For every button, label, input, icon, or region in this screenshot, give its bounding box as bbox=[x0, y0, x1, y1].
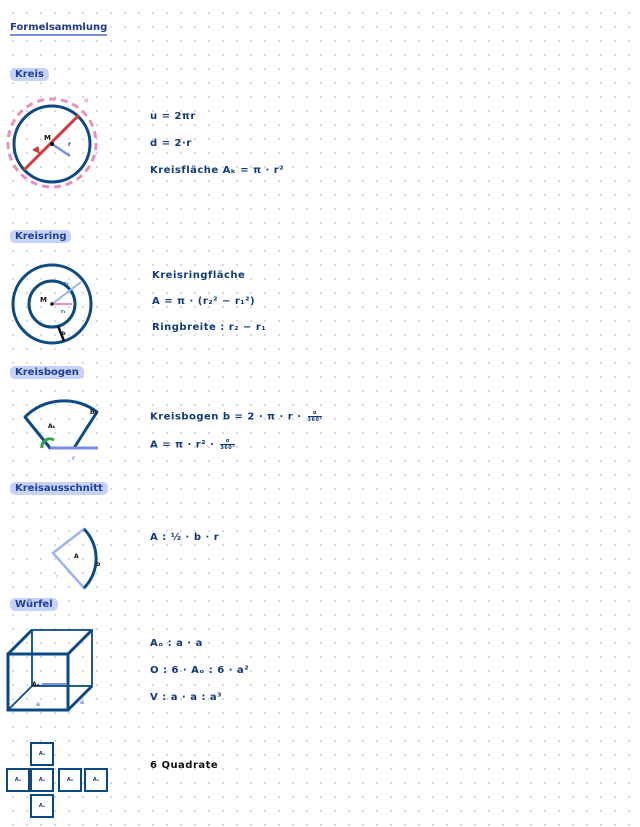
ring-width-label: b bbox=[62, 331, 66, 337]
inner-radius-label: r₁ bbox=[61, 309, 66, 315]
net-square-left: Aₒ bbox=[6, 768, 30, 792]
cube-face-label: Aₒ bbox=[32, 681, 40, 688]
kreis-formula-2: d = 2·r bbox=[150, 138, 192, 149]
cube-figure bbox=[4, 626, 100, 716]
sector-b-label: b bbox=[96, 561, 101, 568]
kreisring-formula-3: Ringbreite : r₂ − r₁ bbox=[152, 322, 267, 333]
kreisbogen-formula-2: A = π · r² · $\frac{\alpha}{360^\circ}$ bbox=[150, 438, 236, 451]
wuerfel-formula-1: Aₒ : a · a bbox=[150, 638, 203, 649]
circle-figure bbox=[2, 88, 102, 198]
cube-edge-label-2: a bbox=[80, 699, 85, 706]
arc-figure bbox=[20, 396, 110, 466]
ring-center-label: M bbox=[40, 296, 47, 304]
net-square-top: Aₒ bbox=[30, 742, 54, 766]
kreis-formula-1: u = 2πr bbox=[150, 111, 196, 122]
net-square-far-right: Aₒ bbox=[84, 768, 108, 792]
cube-edge-label-1: a bbox=[36, 701, 41, 708]
heading-kreisring: Kreisring bbox=[10, 230, 71, 243]
wuerfel-formula-2: O : 6 · Aₒ : 6 · a² bbox=[150, 665, 250, 676]
page-title: Formelsammlung bbox=[10, 22, 107, 36]
kreisbogen-formula-1: Kreisbogen b = 2 · π · r · $\frac{\alpha}{360^\circ}$ bbox=[150, 410, 323, 423]
kreisring-formula-2: A = π · (r₂² − r₁²) bbox=[152, 296, 256, 307]
arc-radius-label: r bbox=[72, 455, 75, 462]
sector-r-label-1: r bbox=[58, 536, 61, 542]
fraction-alpha-360: $\frac{\alpha}{360^\circ}$ bbox=[307, 410, 323, 423]
wuerfel-formula-3: V : a · a : a³ bbox=[150, 692, 223, 703]
heading-wuerfel: Würfel bbox=[10, 598, 58, 611]
heading-kreisausschnitt: Kreisausschnitt bbox=[10, 482, 108, 495]
diameter-label: d bbox=[35, 147, 40, 154]
kreisring-formula-1: Kreisringfläche bbox=[152, 270, 246, 281]
sector-area-label: Aₖ bbox=[48, 423, 56, 430]
net-description: 6 Quadrate bbox=[150, 760, 219, 771]
heading-kreis: Kreis bbox=[10, 68, 49, 81]
sector-figure bbox=[46, 526, 106, 596]
net-square-center: Aₒ bbox=[30, 768, 54, 792]
kreis-formula-3: Kreisfläche Aₖ = π · r² bbox=[150, 165, 285, 176]
ring-figure bbox=[6, 260, 98, 350]
center-label-m: M bbox=[44, 134, 51, 142]
net-square-right: Aₒ bbox=[58, 768, 82, 792]
heading-kreisbogen: Kreisbogen bbox=[10, 366, 84, 379]
net-square-bottom: Aₒ bbox=[30, 794, 54, 818]
sector-r-label-2: r bbox=[56, 574, 59, 580]
kreisausschnitt-formula: A : ½ · b · r bbox=[150, 532, 220, 543]
radius-label: r bbox=[68, 141, 71, 148]
circumference-label: u bbox=[84, 97, 89, 104]
arc-length-label: bₐ bbox=[90, 409, 98, 416]
fraction-alpha-360: $\frac{\alpha}{360^\circ}$ bbox=[220, 438, 236, 451]
outer-radius-label: r₂ bbox=[64, 281, 69, 287]
sector-a-label: A bbox=[74, 553, 79, 560]
